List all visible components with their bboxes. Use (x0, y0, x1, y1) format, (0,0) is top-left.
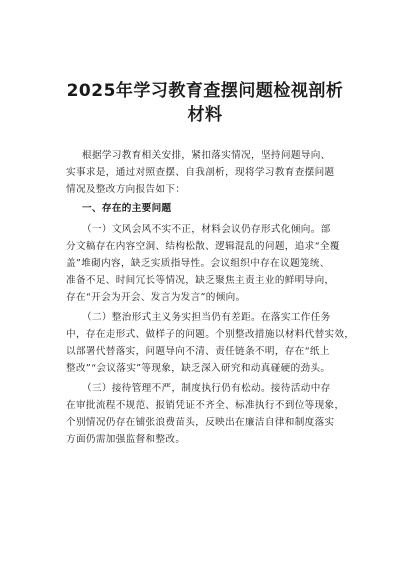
section-heading: 一、存在的主要问题 (82, 203, 172, 214)
item1-line-4: 准备不足、时间冗长等情况，缺乏聚焦主责主业的鲜明导向， (66, 275, 335, 286)
item2-line-4: 整改”“会议落实”等现象，缺乏深入研究和动真碰硬的劲头。 (66, 363, 331, 374)
item3-line-1: （三）接待管理不严，制度执行仍有松动。接待活动中存 (82, 383, 331, 394)
intro-line-1: 根据学习教育相关安排，紧扣落实情况，坚持问题导向、 (82, 150, 331, 161)
item2-line-2: 中，存在走形式、做样子的问题。个别整改措施以材料代替实效， (66, 329, 355, 340)
item1-line-1: （一）文风会风不实不正，材料会议仍存形式化倾向。部 (82, 224, 331, 235)
item3-line-2: 在审批流程不规范、报销凭证不齐全、标准执行不到位等现象， (66, 400, 345, 411)
item1-line-2: 分文稿存在内容空洞、结构松散、逻辑混乱的问题，追求“全覆 (66, 241, 340, 252)
item2-line-3: 以部署代替落实，问题导向不清、责任链条不明，存在“纸上 (66, 346, 330, 357)
item1-line-5: 存在“开会为开会、发言为发言”的倾向。 (66, 292, 246, 303)
document-title-line-1: 2025年学习教育查摆问题检视剖析 (66, 81, 344, 101)
item1-line-3: 盖”堆砌内容，缺乏实质指导性。会议组织中存在议题笼统、 (66, 258, 330, 269)
item2-line-1: （二）整治形式主义务实担当仍有差距。在落实工作任务 (82, 312, 331, 323)
intro-line-3: 情况及整改方向报告如下： (66, 184, 186, 195)
document-title-line-2: 材料 (187, 105, 223, 125)
item3-line-3: 个别情况仍存在铺张浪费苗头，反映出在廉洁自律和制度落实 (66, 417, 335, 428)
item3-line-4: 方面仍需加强监督和整改。 (66, 434, 186, 445)
intro-line-2: 实事求是，通过对照查摆、自我剖析，现将学习教育查摆问题 (66, 167, 335, 178)
